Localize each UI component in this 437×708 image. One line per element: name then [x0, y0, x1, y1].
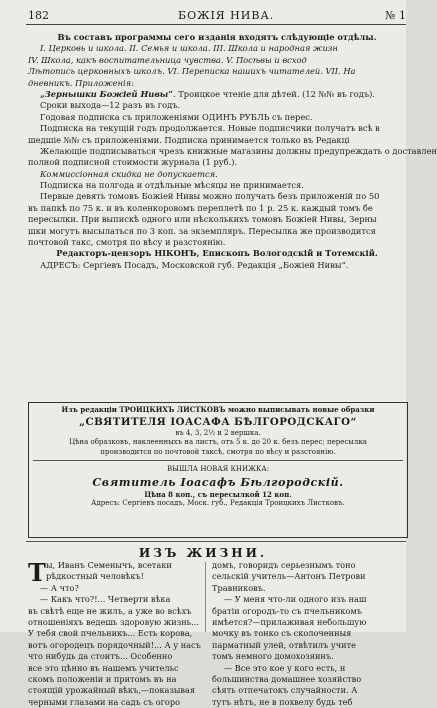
- column-line: сельскій учитель—Антонъ Петрови: [212, 571, 366, 582]
- program-line: Лѣтопись церковныхъ школъ. VI. Переписка нашихъ читателей. VII. На: [28, 66, 356, 77]
- column-line: вотъ огородецъ порядочный!... А у насъ: [28, 639, 201, 650]
- column-line: все это цѣнно въ нашемъ учительс: [28, 662, 179, 673]
- column-line: — А что?: [40, 582, 79, 593]
- ad-price-line: Цѣна образковъ, наклеенныхъ на листъ, отъ 5 к. до 20 к. безъ перес; пересылка: [69, 438, 367, 446]
- header-rule: [26, 24, 406, 25]
- volumes-line: пересылки. При выпискѣ одного или нѣсколькихъ томовъ Божіей Нивы, Зерны: [28, 214, 377, 225]
- column-line: что нибудь да стоитъ... Особенно: [28, 651, 173, 662]
- ad-icon-title: „СВЯТИТЕЛЯ ІОАСАФА БѢЛГОРОДСКАГО“: [79, 415, 357, 428]
- column-line: стоящій урожайный вѣкъ,—показывая: [28, 685, 196, 696]
- volumes-line: Первые девять томовъ Божіей Нивы можно получать безъ приложеній по 50: [40, 191, 380, 202]
- program-line: I. Церковь и школа. II. Семья и школа. III. Школа и народная жизн: [40, 43, 338, 54]
- column-line: парматный улей, отвѣтилъ учите: [212, 639, 356, 650]
- column-line: — Какъ что?!... Четверти вѣка: [40, 594, 171, 605]
- column-line: ы, Иванъ Семенычъ, всетаки: [46, 560, 172, 570]
- ad-divider: [33, 460, 403, 461]
- program-block: [28, 32, 437, 271]
- program-line: дневникъ. Приложенія:: [28, 77, 134, 88]
- column-line: отношеніяхъ ведешь здоровую жизнь...: [28, 616, 199, 627]
- column-line: сѣять отпечатокъ случайности. А: [212, 685, 358, 696]
- terms-line: Годовая подписка съ приложеніями ОДИНЪ РУБЛЬ съ перес.: [40, 111, 313, 122]
- advertisement-box: [28, 402, 408, 538]
- column-line: рѣдкостный человѣкъ!: [46, 571, 144, 582]
- terms-line: Сроки выхода—12 разъ въ годъ.: [40, 100, 181, 111]
- terms-line: Подписка на текущій годъ продолжается. Новые подписчики получатъ всѣ в: [40, 123, 380, 134]
- column-line: томъ немного домохозяинъ.: [212, 651, 334, 662]
- program-heading: Въ составъ программы сего изданія входятъ слѣдующіе отдѣлы.: [57, 32, 377, 42]
- supplement-tail: . Троицкое чтеніе для дѣтей. (12 №№ въ годъ).: [173, 88, 376, 99]
- journal-title: БОЖІЯ НИВА.: [178, 9, 275, 22]
- column-line: братіи огородъ-то съ пчельникомъ: [212, 605, 362, 616]
- column-line: Травниковъ.: [212, 582, 266, 593]
- column-line: въ свѣтѣ еще не жилъ, а уже во всѣхъ: [28, 605, 192, 616]
- ad-book-price: Цѣна 8 коп., съ пересылкой 12 коп.: [144, 489, 292, 499]
- ad-book-address: Адресъ: Сергіевъ посадъ, Моск. губ., Редакція Троицкихъ Листковъ.: [91, 499, 345, 507]
- issue-number: № 1: [385, 9, 406, 22]
- column-line: скомъ положеніи и притомъ въ на: [28, 673, 177, 684]
- terms-line: Подписка на полгода и отдѣльные мѣсяцы не принимается.: [40, 180, 304, 191]
- ad-book-title: Святитель Іоасафъ Бѣлгородскій.: [92, 475, 344, 489]
- program-line: IV. Школа, какъ воспитательница чувства. V. Посѣвы и всход: [28, 54, 307, 65]
- supplement-line: [28, 89, 406, 100]
- column-line: имѣется?—прилаживая небольшую: [212, 616, 367, 627]
- column-divider: [205, 562, 206, 632]
- editor-line: Редакторъ-цензоръ НІКОНЪ, Епископъ Вологодскій и Тотемскій.: [56, 248, 378, 259]
- volumes-line: шки могутъ высылаться по 3 коп. за экземпляръ. Пересылка же производится: [28, 225, 376, 236]
- ad-intro: Изъ редакціи ТРОИЦКИХЪ ЛИСТКОВЪ можно выписывать новые образки: [61, 405, 375, 414]
- column-line: тутъ нѣтъ, не в похвелу будь теб: [212, 696, 353, 707]
- address-line: АДРЕСЪ: Сергіевъ Посадъ, Московской губ. Редакція „Божіей Нивы“.: [40, 259, 349, 270]
- ad-price-line: производится по почтовой таксѣ, смотря по вѣсу и разстоянію.: [100, 447, 336, 456]
- volumes-line: почтовой такс, смотря по вѣсу и разстоянію.: [28, 237, 226, 248]
- drop-cap: Т: [28, 558, 46, 587]
- column-line: домъ, говоридъ серьезнымъ тоно: [212, 560, 356, 570]
- terms-line: полной подписной стоимости журнала (1 руб.).: [28, 157, 238, 168]
- column-line: большинства домашнее хозяйство: [212, 673, 362, 684]
- terms-line: Желающіе подписываться чрезъ книжные магазины должны предупреждать о доставлен: [40, 145, 437, 156]
- page-number: 182: [28, 9, 49, 22]
- terms-line: шедшіе №№ съ приложеніями. Подписка принимается только въ Редакці: [28, 134, 350, 145]
- ad-new-book: ВЫШЛА НОВАЯ КНИЖКА:: [166, 465, 270, 473]
- running-header: [28, 8, 406, 24]
- column-line: — У меня что-ли одного изъ наш: [224, 594, 367, 605]
- left-column: [28, 560, 201, 708]
- right-column: [212, 560, 406, 708]
- section-title: ИЗЪ ЖИЗНИ.: [138, 546, 268, 560]
- volumes-line: въ папкѣ по 75 к. и въ коленкоровомъ переплетѣ по 1 р. 25 к. каждый томъ бе: [28, 202, 373, 213]
- section-rule: [26, 541, 406, 542]
- column-line: мочку въ тонко съ сколоченныя: [212, 628, 352, 639]
- ad-sizes: въ 4, 3, 2½ и 2 вершка.: [175, 428, 261, 437]
- terms-line: Коммиссіонная скидка не допускается.: [40, 168, 218, 179]
- supplement-name: „Зернышки Божіей Нивы“: [40, 88, 173, 99]
- column-line: У тебя свой пчельникъ... Есть корова,: [28, 628, 193, 639]
- column-line: — Все это кое у кого есть, н: [224, 662, 346, 673]
- column-line: черными глазами на садъ съ огоро: [28, 696, 181, 707]
- advertisement-content: [33, 403, 403, 509]
